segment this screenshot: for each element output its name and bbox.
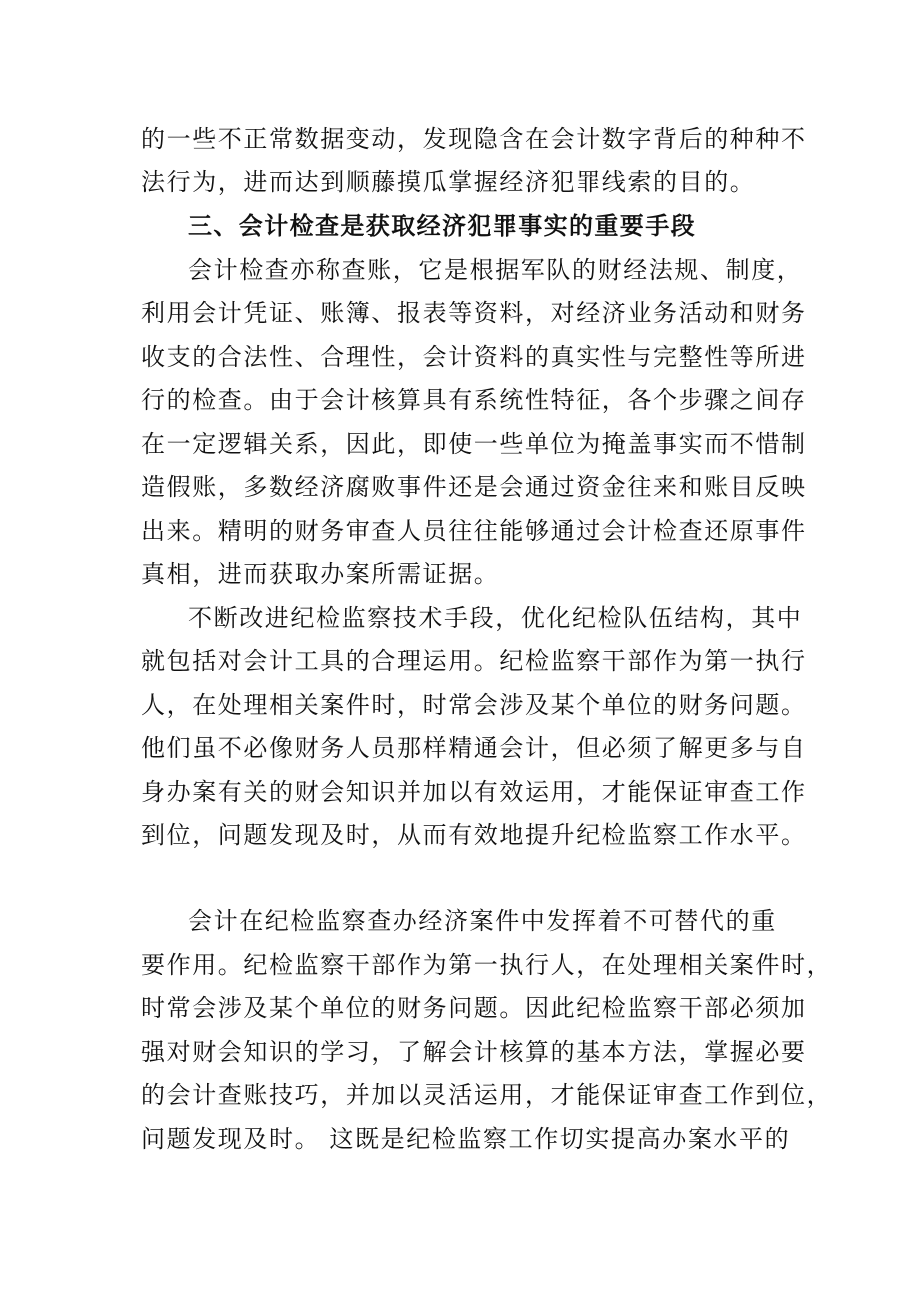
body-text-line: 就包括对会计工具的合理运用。纪检监察干部作为第一执行 (141, 647, 807, 675)
body-text-line: 要作用。纪检监察干部作为第一执行人，在处理相关案件时， (141, 951, 833, 979)
body-text-line: 利用会计凭证、账簿、报表等资料，对经济业务活动和财务 (141, 299, 807, 327)
body-text-line: 收支的合法性、合理性，会计资料的真实性与完整性等所进 (141, 343, 807, 371)
section-heading: 三、会计检查是获取经济犯罪事实的重要手段 (188, 212, 696, 240)
body-text-line: 真相，进而获取办案所需证据。 (141, 560, 500, 588)
body-text-line: 人，在处理相关案件时，时常会涉及某个单位的财务问题。 (141, 691, 807, 719)
body-text-line: 不断改进纪检监察技术手段，优化纪检队伍结构，其中 (188, 604, 803, 632)
body-text-line: 会计检查亦称查账，它是根据军队的财经法规、制度， (188, 256, 803, 284)
body-text-line: 会计在纪检监察查办经济案件中发挥着不可替代的重 (188, 907, 777, 935)
body-text-line: 到位，问题发现及时，从而有效地提升纪检监察工作水平。 (141, 821, 807, 849)
body-text-line: 行的检查。由于会计核算具有系统性特征，各个步骤之间存 (141, 386, 807, 414)
body-text-line: 时常会涉及某个单位的财务问题。因此纪检监察干部必须加 (141, 994, 807, 1022)
body-text-line: 造假账，多数经济腐败事件还是会通过资金往来和账目反映 (141, 473, 807, 501)
body-text-line: 法行为，进而达到顺藤摸瓜掌握经济犯罪线索的目的。 (141, 168, 756, 196)
body-text-line: 强对财会知识的学习，了解会计核算的基本方法，掌握必要 (141, 1038, 807, 1066)
body-text-line: 在一定逻辑关系，因此，即使一些单位为掩盖事实而不惜制 (141, 430, 807, 458)
body-text-line: 他们虽不必像财务人员那样精通会计，但必须了解更多与自 (141, 734, 807, 762)
body-text-line: 出来。精明的财务审查人员往往能够通过会计检查还原事件 (141, 517, 807, 545)
body-text-line: 的一些不正常数据变动，发现隐含在会计数字背后的种种不 (141, 125, 807, 153)
body-text-line: 身办案有关的财会知识并加以有效运用，才能保证审查工作 (141, 778, 807, 806)
body-text-line: 问题发现及时。 这既是纪检监察工作切实提高办案水平的 (141, 1125, 791, 1153)
body-text-line: 的会计查账技巧，并加以灵活运用，才能保证审查工作到位， (141, 1081, 833, 1109)
